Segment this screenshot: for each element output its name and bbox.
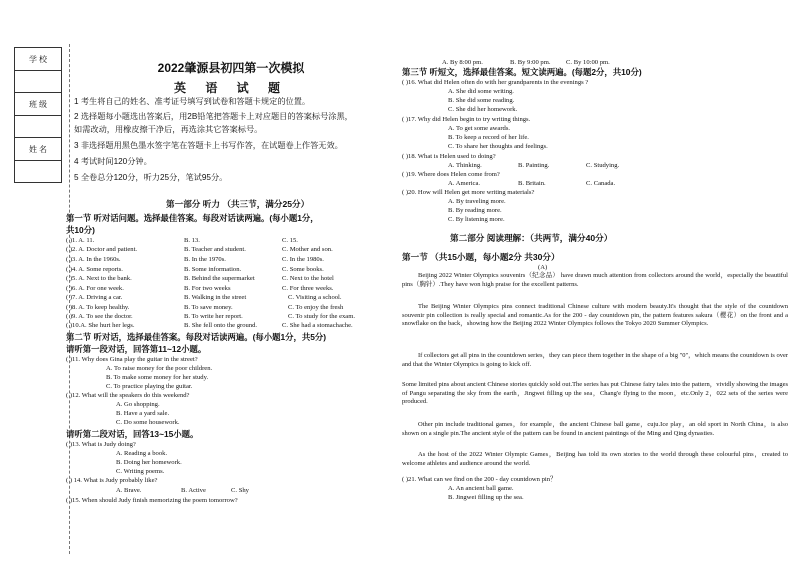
sec1-heading-cont: 共10分)	[66, 225, 95, 235]
reading-sec1-heading: 第一节 （共15小题，每小题2分 共30分）	[402, 252, 560, 262]
notice-2: 2 选择题每小题选出答案后，用2B铅笔把答题卡上对应题目的答案标号涂黑，	[74, 112, 353, 121]
question-11[interactable]: ( )11. Why does Gina play the guitar in the street?	[66, 356, 198, 363]
q20-option-a[interactable]: A. By traveling more.	[448, 198, 506, 205]
name-field[interactable]	[15, 161, 62, 183]
sec2-heading: 第二节 听对话，选择最佳答案。每段对话读两遍。(每小题1分，共5分)	[66, 332, 327, 342]
paragraph-4: Some limited pins about ancient Chinese stories quickly sold out.The series has put Chinese fairy tales into the pattern，vividly showing the images of Pangu separating the sky from the earth，Jingwei filling up the sea，Chang'e flying to the moon，etc.Only 2，022 sets of the series were produced.	[402, 381, 788, 406]
question-12[interactable]: ( )12. What will the speakers do this weekend?	[66, 392, 190, 399]
notice-3: 3 非选择题用黑色墨水签字笔在答题卡上书写作答，在试题卷上作答无效。	[74, 141, 343, 150]
dialog1-instruction: 请听第一段对话，回答第11~12小题。	[66, 344, 207, 354]
sec3-heading: 第三节 听短文，选择最佳答案。短文读两遍。(每题2分，共10分)	[402, 67, 642, 77]
notice-1: 1 考生将自己的姓名、准考证号填写到试卷和答题卡规定的位置。	[74, 97, 311, 106]
q13-option-c[interactable]: C. Writing poems.	[116, 468, 165, 475]
q12-option-c[interactable]: C. Do some housework.	[116, 419, 180, 426]
school-label: 学 校	[15, 48, 62, 71]
q11-option-c[interactable]: C. To practice playing the guitar.	[106, 383, 193, 390]
q13-option-b[interactable]: B. Doing her homework.	[116, 459, 182, 466]
paragraph-5: Other pin include traditional games，for example，the ancient Chinese ball game，cuju.Ice play，an old sport in North China，is also shown on a single pin.The ancient style of the pattern can be found in ancient paintings of the Ming and Qing dynasties.	[402, 421, 788, 437]
class-label: 班 级	[15, 93, 62, 116]
passage-label: (A)	[538, 264, 548, 271]
q12-option-b[interactable]: B. Have a yard sale.	[116, 410, 170, 417]
q16-option-c[interactable]: C. She did her homework.	[448, 106, 518, 113]
q13-option-a[interactable]: A. Reading a book.	[116, 450, 168, 457]
school-field[interactable]	[15, 71, 62, 93]
paragraph-2: The Beijing Winter Olympics pins connect traditional Chinese culture with modern beauty.It's thought that the style of the countdown souvenir pin collection is really special and romantic.As for the 200 - day countdown pin, the pattern features sakura（樱花）on the front and a snowflake on the back，showing how the Beijing 2022 Winter Olympics follows the Tokyo 2020 Summer Olympics.	[402, 303, 788, 328]
q21-option-b[interactable]: B. Jingwei filling up the sea.	[448, 494, 524, 501]
dialog2-instruction: 请听第二段对话，回答13~15小题。	[66, 429, 199, 439]
name-label: 姓 名	[15, 138, 62, 161]
exam-page: 学 校 班 级 姓 名 2022肇源县初四第一次模拟 英 语 试 题 1 考生将自己的姓名、准考证号填写到试卷和答题卡规定的位置。 2 选择题每小题选出答案后，用2B铅笔把答题卡上对应题目的答案标号涂黑， 如需改动，用橡皮擦干净后，再选涂其它答案标号。 3 非选择题用黑色墨水签字笔在答题卡上书写作答，在试题卷上作答无效。 4 考试时间120分钟。 5 全卷总分120分，听力25分，笔试95分。 第一部分 听力 （共三节，满分25分） 第一节 听对话问题。选择最佳答案。每段对话读两遍。(每小题1分， 共10分) ( )1. A. 11. B. 13. C. 15. ( )2. A. Doctor and patient. B. Teacher and student. C. Mother and son. ( )3. A. In the 1960s. B. In the 1970s. C. In the 1980s. ( )4. A. Some reports. B. Some information. C. Some books. ( )5. A. Next to the bank. B. Behind the supermarket C. Next to the hotel ( )6. A. For one week. B. For two weeks C. For three weeks. ( )7. A. Driving a car. B. Walking in the street C. Visiting a school. ( )8. A. To keep healthy. B. To save money. C. To enjoy the fresh ( )9. A. To see the doctor. B. To write her report. C. To study for the exam. ( )10.A. She hurt her legs. B. She fell onto the ground. C. She had a stomachache. 第二节 听对话，选择最佳答案。每段对话读两遍。(每小题1分，共5分) 请听第一段对话，回答第11~12小题。 ( )11. Why does Gina play the guitar in the street? A. To raise money for the poor children. B. To make some money for her study. C. To practice playing the guitar. ( )12. What will the speakers do this weekend? A. Go shopping. B. Have a yard sale. C. Do some housework. 请听第二段对话，回答13~15小题。 ( )13. What is Judy doing? A. Reading a book. B. Doing her homework. C. Writing poems. ( ) 14. What is Judy probably like? A. Brave. B. Active C. Shy ( )15. When should Judy finish memorizing the poem tomorrow? A. By 8:00 pm. B. By 9:00 pm. C. By 10:00 pm. 第三节 听短文，选择最佳答案。短文读两遍。(每题2分，共10分) ( )16. What did Helen often do with her grandparents in the evenings ? A. She did some writing. B. She did some reading. C. She did her homework. ( )17. Why did Helen begin to try writing things. A. To get some awards. B. To keep a record of her life. C. To share her thoughts and feelings. ( )18. What is Helen used to doing? A. Thinking. B. Painting. C. Studying. ( )19. Where does Helen come from? A. America. B. Britain. C. Canada. ( )20. How will Helen get more writing materials? A. By traveling more. B. By reading more. C. By listening more. 第二部分 阅读理解：（共两节，满分40分） 第一节 （共15小题，每小题2分 共30分） (A) Beijing 2022 Winter Olympics souvenirs（纪念品） have drawn much attention from collectors around the world，especially the beautiful pins（胸针）.They have won high praise for the excellent patterns. The Beijing Winter Olympics pins connect traditional Chinese culture with modern beauty.It's thought that the style of the countdown souvenir pin collection is really special and romantic.As for the 200 - day countdown pin, the pattern features sakura（樱花）on the front and a snowflake on the back，showing how the Beijing 2022 Winter Olympics follows the Tokyo 2020 Summer Olympics. If collectors get all pins in the countdown series，they can piece them together in the shape of a big "0"，which means the countdown is over and that the Winter Olympics is going to kick off. Some limited pins about ancient Chinese stories quickly sold out.The series has put Chinese fairy tales into the pattern，vividly showing the images of Pangu separating the sky from the earth，Jingwei filling up the sea，Chang'e flying to the moon，etc.Only 2，022 sets of the series were produced. Other pin include traditional games，for example，the ancient Chinese ball game，cuju.Ice play，an old sport in North China，is also shown on a single pin.The ancient style of the pattern can be found in ancient paintings of the Ming and Qing dynasties. As the host of the 2022 Winter Olympic Games，Beijing has told its own stories to the world through these colourful pins，created to welcome athletes and audience around the world. ( )21. What can we find on the 200 - day countdown pin？ A. An ancient ball game. B. Jingwei filling up the sea.	[0, 0, 794, 562]
q16-option-b[interactable]: B. She did some reading.	[448, 97, 515, 104]
sec1-heading: 第一节 听对话问题。选择最佳答案。每段对话读两遍。(每小题1分，	[66, 213, 319, 223]
q11-option-b[interactable]: B. To make some money for her study.	[106, 374, 209, 381]
q21-option-a[interactable]: A. An ancient ball game.	[448, 485, 514, 492]
q17-option-c[interactable]: C. To share her thoughts and feelings.	[448, 143, 548, 150]
q17-option-b[interactable]: B. To keep a record of her life.	[448, 134, 529, 141]
exam-subtitle: 英 语 试 题	[173, 81, 288, 95]
question-18[interactable]: ( )18. What is Helen used to doing?	[402, 153, 496, 160]
notice-5: 5 全卷总分120分，听力25分，笔试95分。	[74, 173, 228, 182]
paragraph-1: Beijing 2022 Winter Olympics souvenirs（纪念品） have drawn much attention from collectors around the world，especially the beautiful pins（胸针）.They have won high praise for the excellent patterns.	[402, 272, 788, 288]
question-21[interactable]: ( )21. What can we find on the 200 - day countdown pin？	[402, 476, 557, 483]
question-14[interactable]: ( ) 14. What is Judy probably like?	[66, 477, 158, 484]
student-info-table	[14, 47, 62, 183]
q20-option-b[interactable]: B. By reading more.	[448, 207, 502, 214]
q16-option-a[interactable]: A. She did some writing.	[448, 88, 514, 95]
notice-2b: 如需改动，用橡皮擦干净后，再选涂其它答案标号。	[74, 125, 263, 134]
exam-title: 2022肇源县初四第一次模拟	[157, 61, 305, 75]
question-16[interactable]: ( )16. What did Helen often do with her grandparents in the evenings ?	[402, 79, 589, 86]
paragraph-3: If collectors get all pins in the countdown series，they can piece them together in the shape of a big "0"，which means the countdown is over and that the Winter Olympics is going to kick off.	[402, 352, 788, 368]
q20-option-c[interactable]: C. By listening more.	[448, 216, 505, 223]
part1-heading: 第一部分 听力 （共三节，满分25分）	[166, 199, 310, 209]
question-19[interactable]: ( )19. Where does Helen come from?	[402, 171, 500, 178]
question-20[interactable]: ( )20. How will Helen get more writing materials?	[402, 189, 535, 196]
question-13[interactable]: ( )13. What is Judy doing?	[66, 441, 136, 448]
q11-option-a[interactable]: A. To raise money for the poor children.	[106, 365, 213, 372]
q12-option-a[interactable]: A. Go shopping.	[116, 401, 160, 408]
question-15[interactable]: ( )15. When should Judy finish memorizing the poem tomorrow?	[66, 497, 238, 504]
question-17[interactable]: ( )17. Why did Helen begin to try writing things.	[402, 116, 531, 123]
class-field[interactable]	[15, 116, 62, 138]
q17-option-a[interactable]: A. To get some awards.	[448, 125, 511, 132]
part2-heading: 第二部分 阅读理解：（共两节，满分40分）	[450, 233, 613, 243]
paragraph-6: As the host of the 2022 Winter Olympic Games，Beijing has told its own stories to the world through these colourful pins，created to welcome athletes and audience around the world.	[402, 451, 788, 467]
notice-4: 4 考试时间120分钟。	[74, 157, 152, 166]
